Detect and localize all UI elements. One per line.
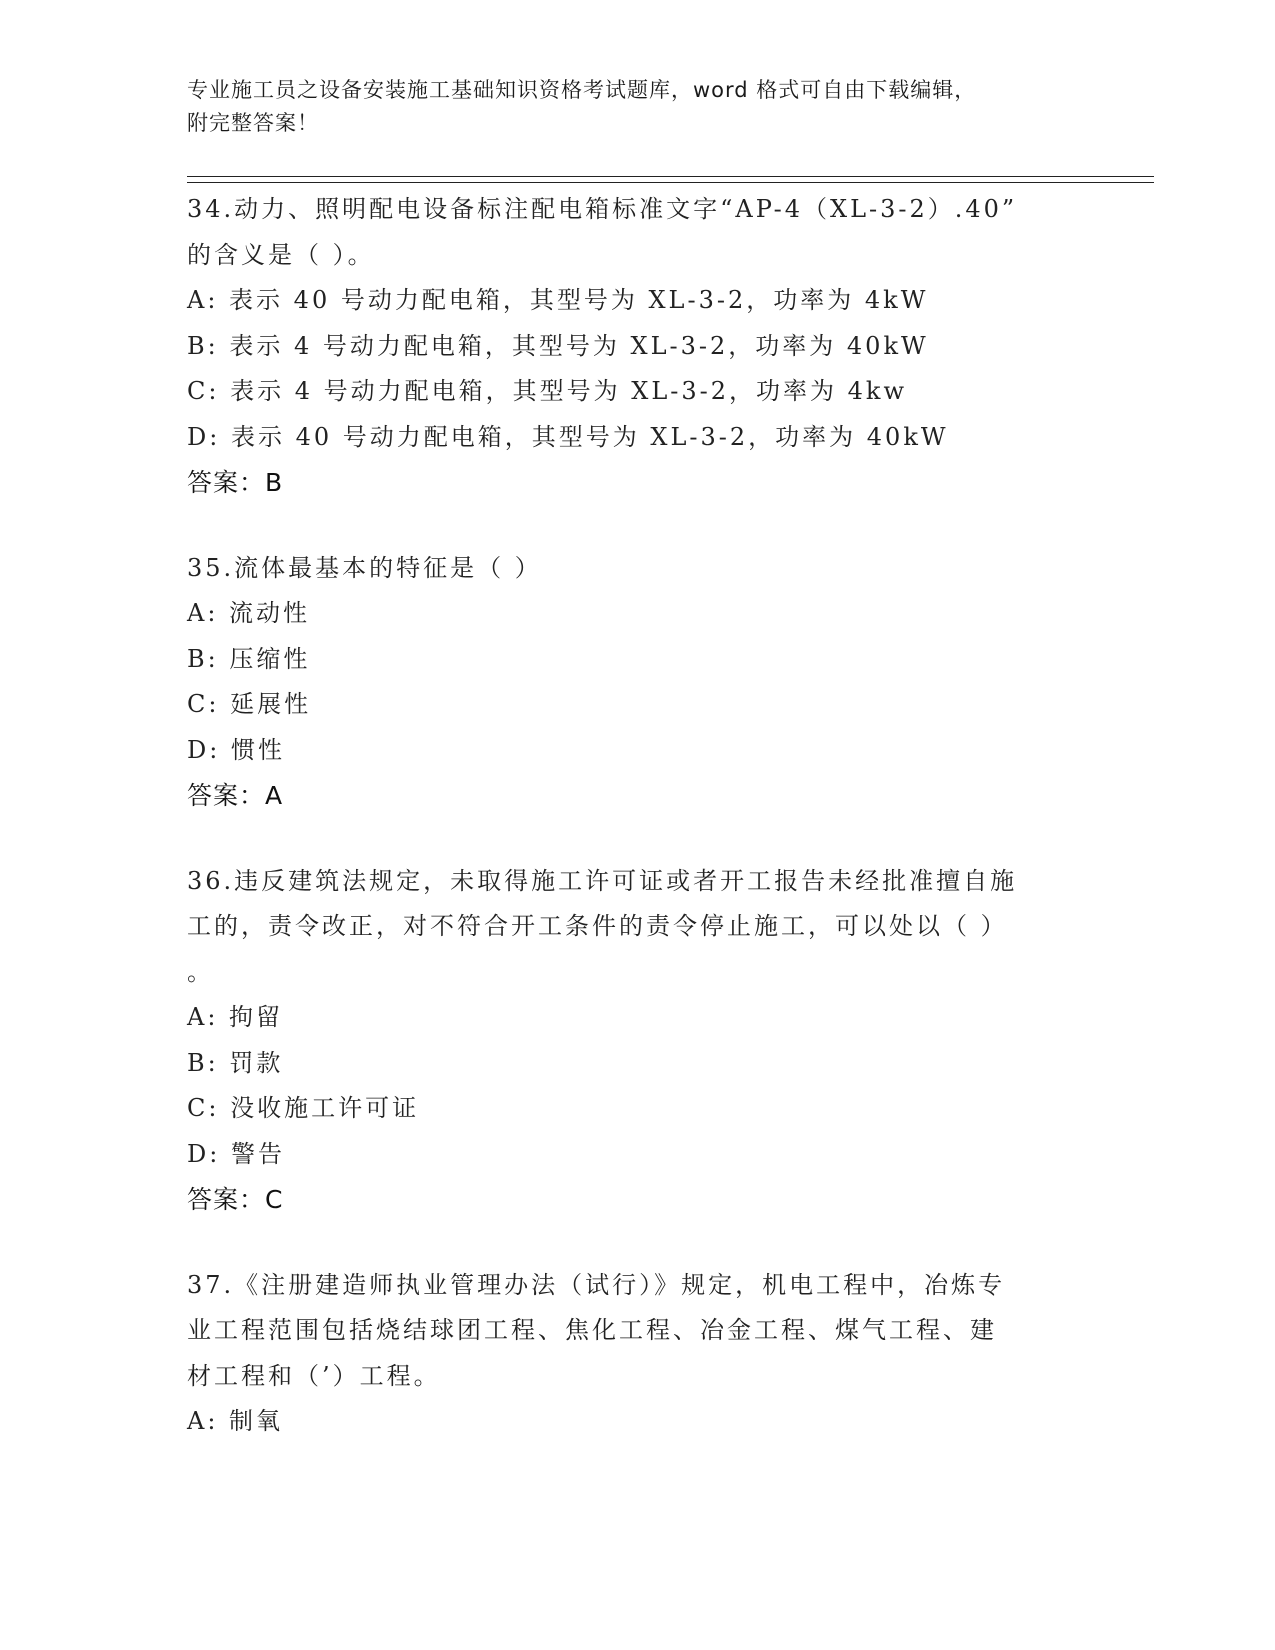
question-35 (187, 546, 1067, 819)
header-line-1: 专业施工员之设备安装施工基础知识资格考试题库，word 格式可自由下载编辑， (187, 78, 977, 102)
answer-line: 答案：A (187, 781, 284, 810)
question-stem-line: 37.《注册建造师执业管理办法（试行）》规定，机电工程中，冶炼专 (187, 1270, 1006, 1299)
option-b: B: 罚款 (187, 1048, 284, 1077)
option-b: B: 压缩性 (187, 644, 311, 673)
option-d: D: 警告 (187, 1139, 285, 1168)
option-a: A: 流动性 (187, 599, 311, 627)
question-stem-line: 材工程和（’）工程。 (187, 1361, 441, 1390)
option-c: C: 延展性 (187, 690, 312, 718)
answer-line: 答案：B (187, 468, 284, 497)
option-a: A: 拘留 (187, 1003, 284, 1031)
option-d: D: 惯性 (187, 735, 285, 764)
question-stem-line: 34.动力、照明配电设备标注配电箱标准文字“AP-4（XL-3-2）.40” (187, 195, 1018, 223)
question-stem-line: 业工程范围包括烧结球团工程、焦化工程、冶金工程、煤气工程、建 (187, 1316, 997, 1344)
header-line-2: 附完整答案！ (187, 111, 319, 135)
option-d: D: 表示 40 号动力配电箱，其型号为 XL-3-2，功率为 40kW (187, 422, 949, 451)
question-37 (187, 1263, 1067, 1445)
document-header (187, 74, 1087, 140)
question-list (187, 187, 1067, 1485)
option-c: C: 表示 4 号动力配电箱，其型号为 XL-3-2，功率为 4kw (187, 377, 907, 405)
question-stem-line: 35.流体最基本的特征是（ ） (187, 553, 542, 582)
option-a: A: 表示 40 号动力配电箱，其型号为 XL-3-2，功率为 4kW (187, 286, 929, 314)
question-stem-line: 工的，责令改正，对不符合开工条件的责令停止施工，可以处以（ ） (187, 912, 1008, 940)
question-36 (187, 859, 1067, 1223)
question-34 (187, 187, 1067, 506)
option-b: B: 表示 4 号动力配电箱，其型号为 XL-3-2，功率为 40kW (187, 331, 929, 360)
header-divider-top (187, 176, 1154, 177)
answer-line: 答案：C (187, 1185, 284, 1214)
question-stem-line: 。 (187, 957, 214, 986)
option-a: A: 制氧 (187, 1407, 284, 1435)
question-stem-line: 36.违反建筑法规定，未取得施工许可证或者开工报告未经批准擅自施 (187, 866, 1018, 895)
question-stem-line: 的含义是（ ）。 (187, 240, 375, 269)
option-c: C: 没收施工许可证 (187, 1094, 420, 1122)
header-divider-bottom (187, 182, 1154, 183)
